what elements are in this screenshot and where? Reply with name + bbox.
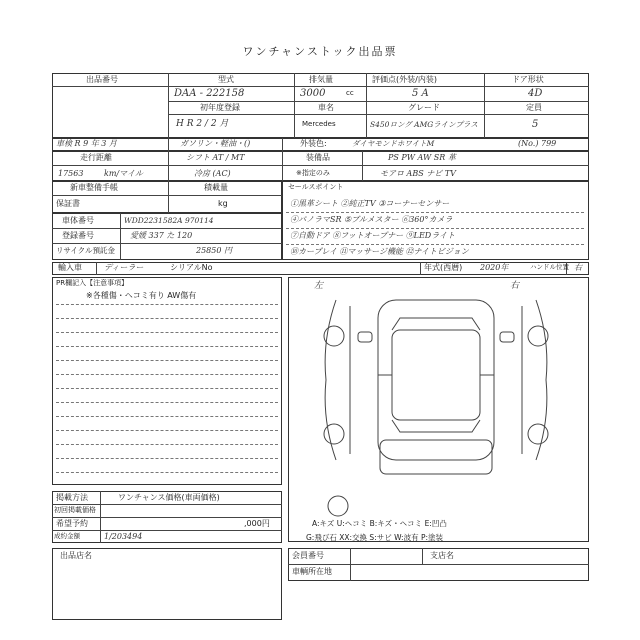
sheet-title: ワンチャンストック出品票 [242, 45, 398, 58]
inspection-value: 車検 R 9 年 3 月 [56, 139, 117, 148]
mileage-value: 17563 [58, 169, 84, 178]
color-label: 外装色: [300, 139, 327, 148]
weight-label: 積載量 [204, 183, 228, 192]
legend-line: A:キズ U:ヘコミ B:キズ・ヘコミ E:凹凸 [312, 519, 447, 528]
capacity-value: 5 [532, 119, 539, 130]
serial-label: シリアルNo [170, 263, 213, 272]
sales-point-line: ①黒革シート ②純正TV ③コーナーセンサー [290, 199, 450, 208]
method-label: 掲載方法 [56, 493, 88, 502]
mileage-unit: km/マイル [104, 169, 143, 178]
grade-value: S450ロング AMGラインプラス [370, 120, 478, 129]
lot-label: 出品番号 [86, 75, 118, 84]
color-number: (No.) 799 [518, 139, 557, 148]
recycle-label: ※指定のみ [296, 169, 330, 177]
import-label: 輸入車 [58, 263, 82, 272]
reserve-label: 希望予約 [56, 519, 88, 528]
deal-label: 成約金額 [54, 532, 80, 540]
model-label: 型式 [218, 75, 234, 84]
warranty-label: 保証書 [56, 199, 80, 208]
color-value: ダイヤモンドホワイトM [352, 139, 435, 148]
displacement-value: 3000 [300, 88, 326, 99]
handle-label: ハンドル位置 [530, 263, 569, 271]
score-label: 評価点(外装/内装) [372, 75, 437, 84]
capacity-label: 定員 [526, 103, 542, 112]
import-dealer: ディーラー [104, 263, 144, 272]
model-value: DAA - 222158 [174, 88, 245, 99]
diagram-left-mark: 左 [314, 281, 324, 291]
manual-label: 新車整備手帳 [70, 183, 118, 192]
legend-line: G:飛び石 XX:交換 S:サビ W:波有 P:塗装 [306, 533, 444, 542]
year-label: 年式(西暦) [424, 263, 463, 272]
maker-value: Mercedes [302, 120, 336, 128]
handle-value: 右 [574, 263, 582, 272]
weight-unit: kg [218, 199, 228, 208]
car-outline [324, 300, 548, 516]
recycle-fee-value: 25850 円 [196, 246, 232, 255]
start-price-label: 初回掲載価格 [54, 506, 96, 514]
doors-value: 4D [528, 88, 543, 99]
equipment-items: PS PW AW SR 革 [388, 153, 456, 162]
sales-point-line: ⑩カープレイ ⑪マッサージ機能 ⑫ナイトビジョン [290, 247, 469, 256]
equipment-label: 装備品 [306, 153, 330, 162]
member-label: 会員番号 [292, 551, 324, 560]
year-value: 2020年 [480, 263, 509, 272]
registration-label: 登録番号 [62, 231, 94, 240]
recycle-items: モアロ ABS ナビ TV [380, 169, 456, 178]
vin-label: 車体番号 [62, 216, 94, 225]
maker-label: 車名 [318, 103, 334, 112]
reserve-value: ,000円 [244, 519, 270, 528]
vin-value: WDD2231582A 970114 [124, 216, 214, 225]
sales-point-line: ④パノラマSR ⑤ブルメスター ⑥360°カメラ [290, 215, 453, 224]
mileage-label: 走行距離 [80, 153, 112, 162]
store-label: 出品店名 [60, 551, 92, 560]
remarks-note: ※各種傷・ヘコミ有り AW傷有 [86, 291, 197, 300]
displacement-label: 排気量 [309, 75, 333, 84]
fuel-value: ガソリン・軽油・() [180, 139, 251, 148]
score-value: 5 A [412, 88, 429, 99]
shift-value: シフト AT / MT [186, 153, 245, 162]
displacement-unit: cc [346, 89, 354, 97]
ac-value: 冷房 (AC) [194, 169, 231, 178]
method-value: ワンチャンス価格(車両価格) [118, 493, 220, 502]
sales-points-label: セールスポイント [288, 183, 344, 191]
sales-point-line: ⑦自動ドア ⑧フットオープナー ⑨LEDライト [290, 231, 455, 240]
grade-label: グレード [408, 103, 440, 112]
branch-label: 支店名 [430, 551, 454, 560]
doors-label: ドア形状 [512, 75, 544, 84]
recycle-fee-label: リサイクル預託金 [56, 246, 115, 255]
registration-value: 愛媛 337 た 120 [130, 231, 193, 240]
first-reg-value: H R 2 / 2 月 [176, 119, 229, 129]
diagram-right-mark: 右 [510, 281, 520, 291]
deal-value: 1/203494 [104, 532, 143, 541]
first-reg-label: 初年度登録 [200, 103, 240, 112]
location-label: 車輌所在地 [292, 567, 332, 576]
remarks-label: PR欄記入【注意事項】 [56, 279, 129, 287]
